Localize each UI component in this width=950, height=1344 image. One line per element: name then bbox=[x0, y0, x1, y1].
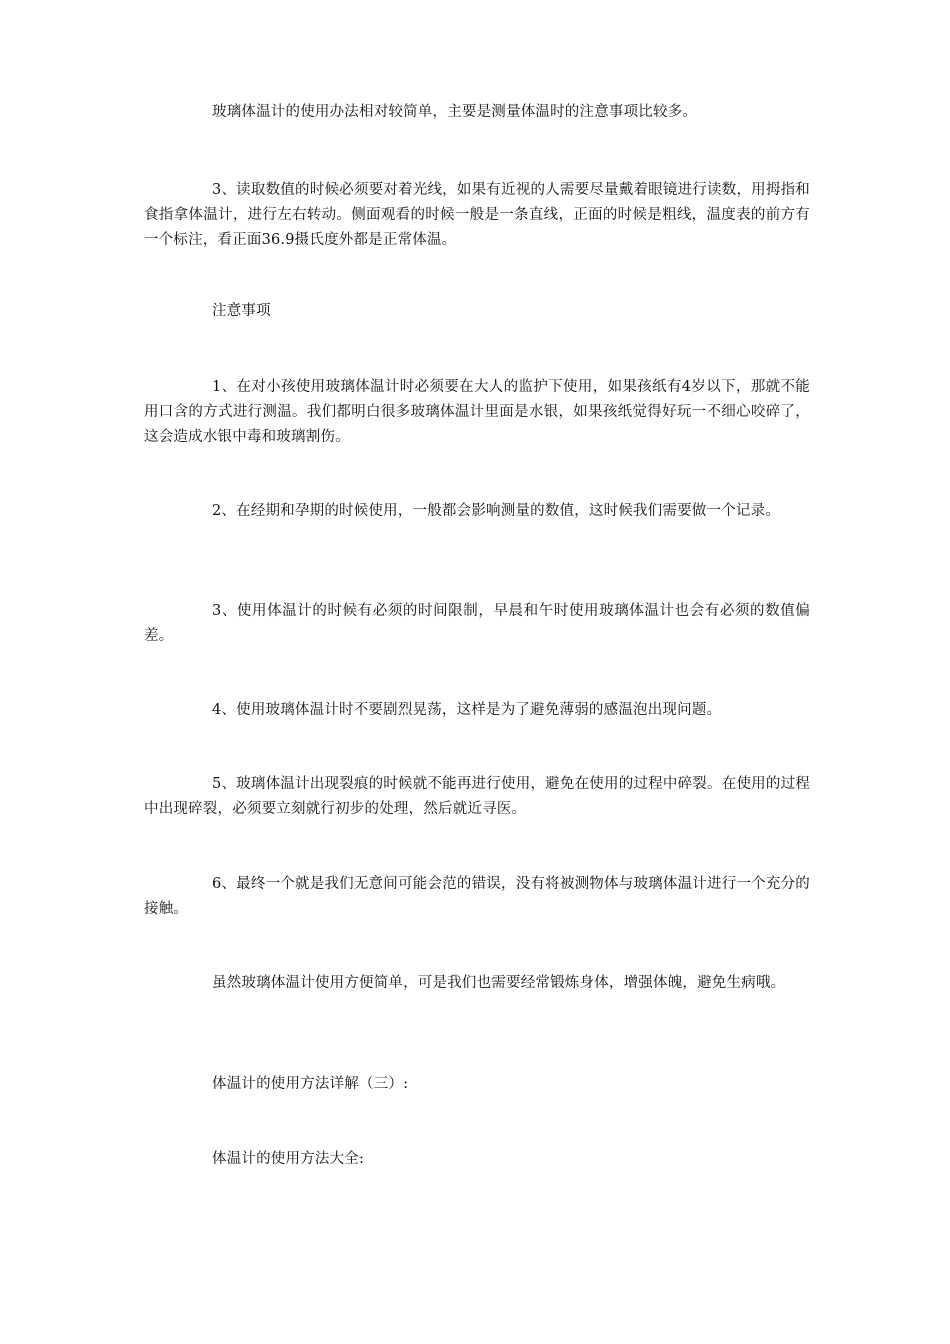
paragraph-note-5: 5、玻璃体温计出现裂痕的时候就不能再进行使用，避免在使用的过程中碎裂。在使用的过程中出现碎裂，必须要立刻就行初步的处理，然后就近寻医。 bbox=[144, 776, 810, 817]
section-heading-part-3: 体温计的使用方法详解（三）: bbox=[212, 1076, 409, 1092]
paragraph-note-1: 1、在对小孩使用玻璃体温计时必须要在大人的监护下使用，如果孩纸有4岁以下，那就不能用口含的方式进行测温。我们都明白很多玻璃体温计里面是水银，如果孩纸觉得好玩一不细心咬碎了，这会造成水银中毒和玻璃割伤。 bbox=[144, 379, 810, 445]
section-heading-notes: 注意事项 bbox=[212, 303, 271, 319]
paragraph-note-3: 3、使用体温计的时候有必须的时间限制，早晨和午时使用玻璃体温计也会有必须的数值偏差。 bbox=[144, 603, 810, 644]
paragraph-reading-step-3: 3、读取数值的时候必须要对着光线，如果有近视的人需要尽量戴着眼镜进行读数，用拇指和食指拿体温计，进行左右转动。侧面观看的时候一般是一条直线，正面的时候是粗线，温度表的前方有一个标注，看正面36.9摄氏度外都是正常体温。 bbox=[144, 182, 810, 248]
section-heading-methods: 体温计的使用方法大全: bbox=[212, 1151, 365, 1167]
paragraph-closing: 虽然玻璃体温计使用方便简单，可是我们也需要经常锻炼身体，增强体魄，避免生病哦。 bbox=[212, 975, 786, 991]
paragraph-intro: 玻璃体温计的使用办法相对较简单，主要是测量体温时的注意事项比较多。 bbox=[212, 104, 698, 120]
paragraph-note-6: 6、最终一个就是我们无意间可能会范的错误，没有将被测物体与玻璃体温计进行一个充分的接触。 bbox=[144, 876, 810, 917]
paragraph-note-2: 2、在经期和孕期的时候使用，一般都会影响测量的数值，这时候我们需要做一个记录。 bbox=[212, 503, 781, 519]
paragraph-note-4: 4、使用玻璃体温计时不要剧烈晃荡，这样是为了避免薄弱的感温泡出现问题。 bbox=[212, 702, 722, 718]
